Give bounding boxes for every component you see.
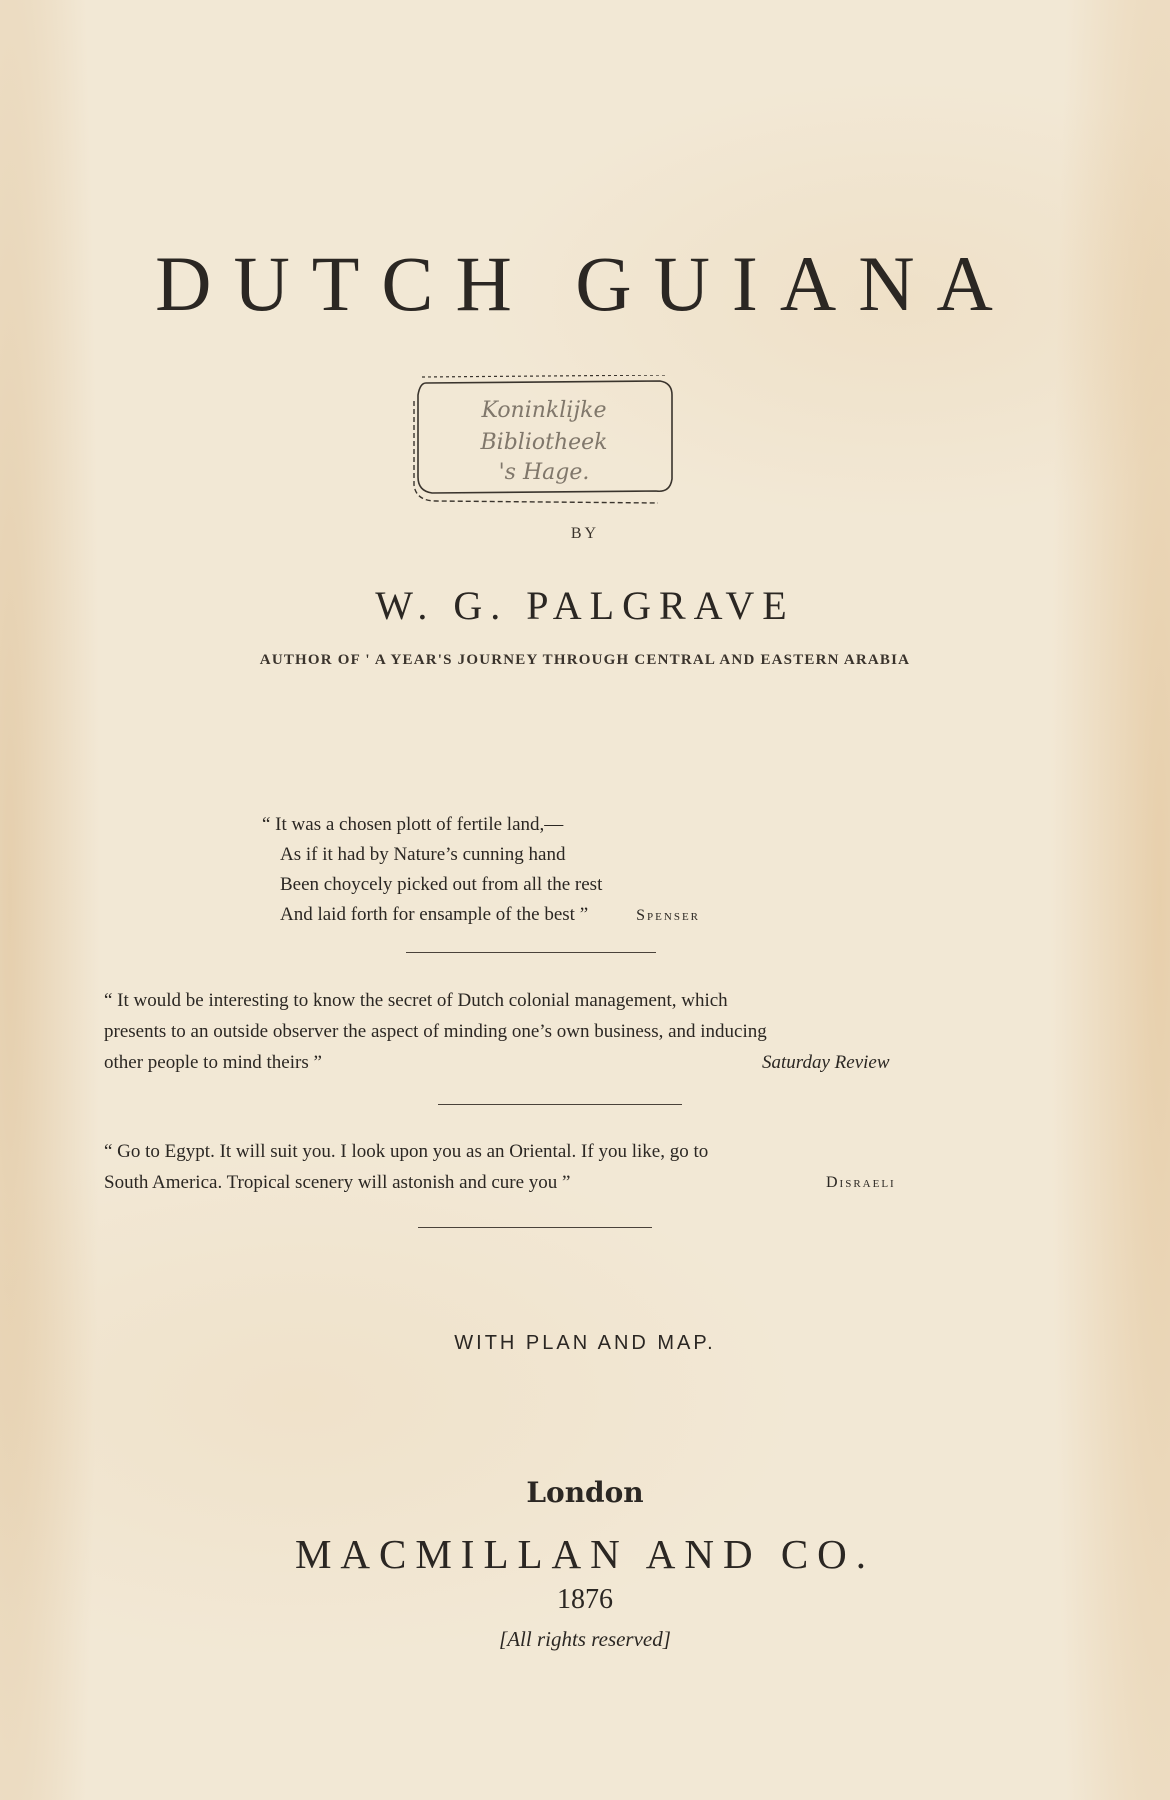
plan-and-map-note: WITH PLAN AND MAP. — [454, 1332, 716, 1354]
epigraph-line: South America. Tropical scenery will astonish and cure you ” Disraeli — [104, 1167, 708, 1198]
epigraph-line: And laid forth for ensample of the best ” Spenser — [280, 904, 700, 925]
stamp-line-1: Koninklijke — [481, 398, 607, 423]
divider-rule — [418, 1227, 652, 1228]
stamp-line-2: Bibliotheek — [480, 430, 608, 455]
epigraph-line: Been choycely picked out from all the rest — [280, 874, 603, 895]
epigraph-attribution: Saturday Review — [762, 1052, 890, 1073]
book-title: DUTCH GUIANA — [155, 240, 1015, 327]
epigraph-line: presents to an outside observer the aspect of minding one’s own business, and inducing — [104, 1021, 767, 1042]
epigraph-line: “ Go to Egypt. It will suit you. I look upon you as an Oriental. If you like, go to — [104, 1141, 709, 1162]
epigraph-line: other people to mind theirs ” Saturday Review — [104, 1047, 767, 1078]
epigraph-attribution: Spenser — [636, 907, 700, 924]
epigraph-attribution: Disraeli — [826, 1174, 896, 1191]
author-name: W. G. PALGRAVE — [375, 583, 795, 628]
imprint-rights: [All rights reserved] — [499, 1627, 671, 1651]
epigraph-spenser — [262, 810, 700, 931]
epigraph-line: “ It would be interesting to know the secret of Dutch colonial management, which — [104, 990, 728, 1011]
divider-rule — [438, 1104, 682, 1105]
imprint-city: London — [526, 1476, 644, 1509]
library-stamp — [410, 375, 678, 507]
stamp-line-3: 's Hage. — [498, 460, 590, 485]
epigraph-line: “ It was a chosen plott of fertile land,— — [262, 814, 564, 835]
epigraph-disraeli — [104, 1136, 896, 1198]
epigraph-saturday-review — [104, 985, 890, 1078]
byline: BY — [570, 525, 600, 542]
divider-rule — [406, 952, 656, 953]
epigraph-line: As if it had by Nature’s cunning hand — [280, 844, 566, 865]
imprint-publisher: MACMILLAN AND CO. — [294, 1531, 876, 1577]
imprint-year: 1876 — [557, 1584, 613, 1615]
author-subtitle: AUTHOR OF ' A YEAR'S JOURNEY THROUGH CENTRAL AND EASTERN ARABIA — [259, 652, 911, 668]
